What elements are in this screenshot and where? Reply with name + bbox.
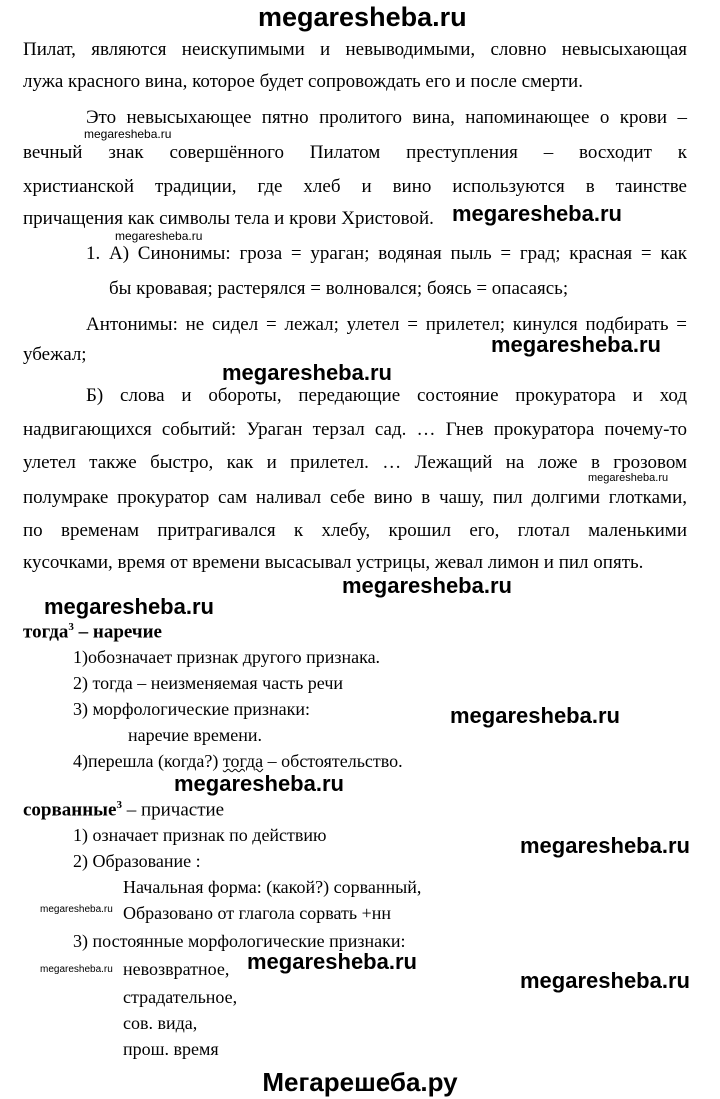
item-text: 4)перешла (когда?) — [73, 751, 223, 771]
list-item: Начальная форма: (какой?) сорванный, — [123, 877, 422, 897]
watermark: megaresheba.ru — [247, 949, 417, 974]
footer-site-name: Мегарешеба.ру — [262, 1067, 458, 1097]
word-heading — [23, 622, 162, 641]
watermark: megaresheba.ru — [520, 968, 690, 993]
item-text: – обстоятельство. — [263, 751, 403, 771]
list-item: наречие времени. — [128, 725, 262, 745]
word-heading — [23, 800, 224, 819]
watermark: megaresheba.ru — [84, 127, 172, 141]
list-item — [73, 752, 403, 770]
heading-superscript: 3 — [116, 799, 122, 811]
watermark: megaresheba.ru — [588, 472, 669, 484]
item-underlined-word: тогда — [222, 751, 264, 771]
text-line: бы кровавая; растерялся = волновался; боясь = опасаясь; — [109, 278, 569, 299]
list-item: страдательное, — [123, 987, 238, 1007]
text-line: причащения как символы тела и крови Христовой. — [23, 208, 434, 229]
top-watermark: megaresheba.ru — [258, 2, 467, 32]
watermark: megaresheba.ru — [44, 594, 214, 619]
heading-word: тогда — [23, 621, 69, 643]
list-item: невозвратное, — [123, 959, 230, 979]
heading-word: сорванные — [23, 799, 117, 821]
text-line: надвигающихся событий: Ураган терзал сад. … Гнев прокуратора почему-то — [23, 419, 687, 440]
list-item: прош. время — [123, 1039, 219, 1059]
text-line: Это невысыхающее пятно пролитого вина, напоминающее о крови – — [86, 107, 687, 128]
text-line: по временам притрагивался к хлебу, крошил его, глотал маленькими — [23, 520, 687, 541]
list-item: 1) означает признак по действию — [73, 825, 327, 845]
heading-superscript: 3 — [68, 621, 74, 633]
text-line: полумраке прокуратор сам наливал себе вино в чашу, пил долгими глотками, — [23, 487, 687, 508]
watermark: megaresheba.ru — [520, 833, 690, 858]
text-line: христианской традиции, где хлеб и вино используются в таинстве — [23, 176, 687, 197]
text-line: кусочками, время от времени высасывал устрицы, жевал лимон и пил опять. — [23, 552, 644, 573]
list-item: 3) постоянные морфологические признаки: — [73, 931, 406, 951]
watermark: megaresheba.ru — [115, 229, 203, 243]
text-line: Антонимы: не сидел = лежал; улетел = прилетел; кинулся подбирать = — [86, 314, 687, 335]
list-item: 2) Образование : — [73, 851, 201, 871]
heading-pos: – наречие — [73, 621, 162, 643]
heading-pos: – причастие — [121, 799, 225, 821]
watermark: megaresheba.ru — [491, 332, 661, 357]
text-line: Б) слова и обороты, передающие состояние прокуратора и ход — [86, 385, 687, 406]
text-line: убежал; — [23, 344, 87, 365]
watermark: megaresheba.ru — [174, 771, 344, 796]
watermark: megaresheba.ru — [452, 201, 622, 226]
watermark: megaresheba.ru — [40, 964, 113, 975]
text-line: Пилат, являются неискупимыми и невыводимыми, словно невысыхающая — [23, 39, 687, 60]
text-line: улетел также быстро, как и прилетел. … Лежащий на ложе в грозовом — [23, 452, 687, 473]
watermark: megaresheba.ru — [450, 703, 620, 728]
watermark: megaresheba.ru — [342, 573, 512, 598]
watermark: megaresheba.ru — [40, 904, 113, 915]
list-item: 1)обозначает признак другого признака. — [73, 647, 381, 667]
list-item: 2) тогда – неизменяемая часть речи — [73, 673, 344, 693]
text-line: 1. А) Синонимы: гроза = ураган; водяная пыль = град; красная = как — [86, 243, 687, 264]
text-line: вечный знак совершённого Пилатом преступления – восходит к — [23, 142, 687, 163]
watermark: megaresheba.ru — [222, 360, 392, 385]
text-line: лужа красного вина, которое будет сопровождать его и после смерти. — [23, 71, 583, 92]
list-item: Образовано от глагола сорвать +нн — [123, 903, 392, 923]
list-item: сов. вида, — [123, 1013, 198, 1033]
list-item: 3) морфологические признаки: — [73, 699, 311, 719]
